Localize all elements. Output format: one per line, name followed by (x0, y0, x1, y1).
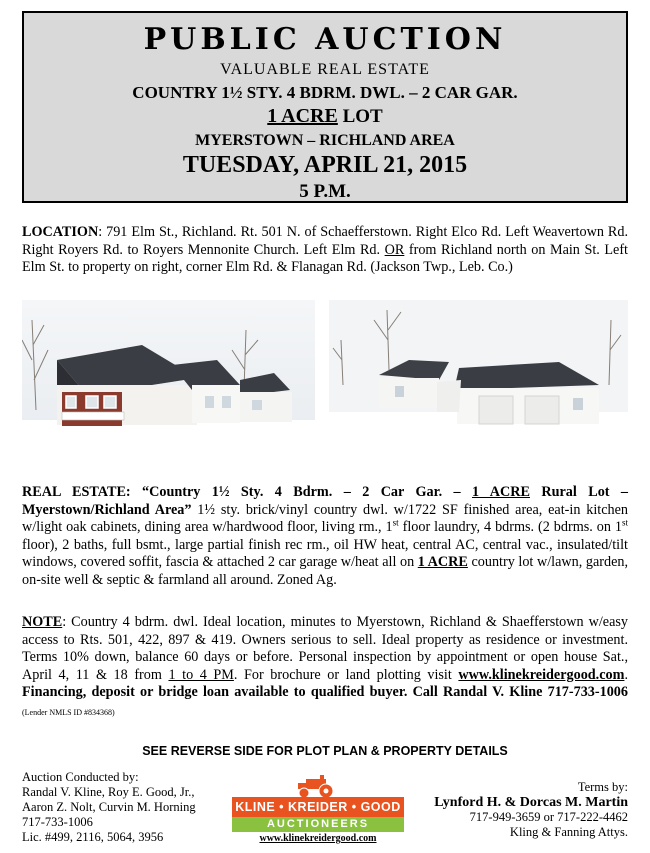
location-text-a: : 791 Elm St., Richland. Rt. 501 N. of Schaefferstown. Right Elco Rd. Left Weavertown Rd. Right Royers Rd. to Royers Mennonite Church. Left Elm Rd. (22, 224, 628, 258)
note-paragraph (22, 614, 628, 722)
financing-text: Financing, deposit or bridge loan available to qualified buyer. Call Randal V. Kline 717-733-1006 (22, 684, 628, 701)
auctioneers-phone: 717-733-1006 (22, 815, 93, 829)
auction-time: 5 P.M. (299, 181, 351, 202)
open-house-hours: 1 to 4 PM (168, 666, 234, 683)
real-estate-body-a: 1½ sty. brick/vinyl country dwl. w/1722 SF finished area, eat-in kitchen w/light oak cabinets, dining area w/hardwood floor, living rm., 1 (22, 501, 628, 536)
note-label: NOTE (22, 614, 63, 630)
note-text-c: . (624, 666, 628, 683)
acre-line (24, 105, 626, 128)
auctioneers-names-2: Aaron Z. Nolt, Curvin M. Horning (22, 800, 196, 814)
page-title: PUBLIC AUCTION (143, 22, 507, 57)
sellers-names: Lynford H. & Dorcas M. Martin (434, 795, 628, 810)
property-line: COUNTRY 1½ STY. 4 BDRM. DWL. – 2 CAR GAR. (132, 83, 518, 102)
real-estate-body-acre: 1 ACRE (417, 554, 468, 571)
auctioneers-license: Lic. #499, 2116, 5064, 3956 (22, 830, 164, 844)
area-line: MYERSTOWN – RICHLAND AREA (195, 132, 455, 149)
note-text-b: . For brochure or land plotting visit (233, 666, 459, 683)
logo-name: KLINE • KREIDER • GOOD (232, 797, 404, 817)
real-estate-label: REAL ESTATE (22, 484, 126, 500)
location-paragraph (22, 224, 628, 277)
logo-url[interactable]: www.klinekreidergood.com (259, 833, 377, 844)
auction-date: TUESDAY, APRIL 21, 2015 (182, 152, 468, 178)
auctioneers-block (22, 770, 196, 845)
sellers-phones: 717-949-3659 or 717-222-4462 (469, 810, 628, 824)
acre-underlined: 1 ACRE (267, 105, 338, 127)
terms-label: Terms by: (577, 780, 628, 794)
auctioneers-label: Auction Conducted by: (22, 770, 139, 784)
lender-nmls: (Lender NMLS ID #834368) (22, 707, 115, 717)
location-label: LOCATION (22, 224, 99, 240)
garage-photo (329, 300, 628, 476)
terms-block (434, 780, 628, 840)
see-reverse-note: SEE REVERSE SIDE FOR PLOT PLAN & PROPERTY DETAILS (142, 744, 508, 758)
header-box (22, 11, 628, 203)
real-estate-head-acre: 1 ACRE (472, 484, 530, 500)
acre-rest: LOT (337, 106, 383, 127)
superscript-st: st (392, 517, 399, 528)
auctioneers-names-1: Randal V. Kline, Roy E. Good, Jr., (22, 785, 195, 799)
real-estate-body-b: floor laundry, 4 bdrms. (2 bdrms. on 1 (398, 519, 622, 536)
attorneys: Kling & Fanning Attys. (509, 825, 628, 839)
location-or: OR (384, 241, 405, 258)
note-text-a: : Country 4 bdrm. dwl. Ideal location, minutes to Myerstown, Richland & Shaefferstown w/easy access to Rts. 501, 422, 897 & 419. Owners serious to sell. Ideal property as residence or investment. Terms 10% down, balance 60 days or before. Personal inspection by appointment or open house Sat., April 4, 11 & 18 from (22, 614, 628, 683)
website-link[interactable]: www.klinekreidergood.com (458, 666, 625, 683)
subtitle: VALUABLE REAL ESTATE (220, 61, 430, 78)
superscript-st: st (621, 517, 628, 528)
real-estate-body-d: country lot w/lawn, garden, on-site well & septic & farmland all around. Zoned Ag. (22, 554, 629, 588)
logo-auctioneers: AUCTIONEERS (232, 817, 404, 832)
location-text-b: from Richland north on Main St. Left Elm St. to property on right, corner Elm Rd. & Flanagan Rd. (Jackson Twp., Leb. Co.) (22, 241, 628, 276)
real-estate-head-b: Rural Lot – Myerstown/Richland Area” (22, 484, 629, 518)
tractor-icon (294, 773, 342, 799)
real-estate-paragraph (22, 484, 628, 590)
house-front-photo (22, 300, 315, 476)
company-logo (232, 773, 404, 845)
real-estate-head-a: : “Country 1½ Sty. 4 Bdrm. – 2 Car Gar. – (125, 484, 473, 500)
real-estate-body-c: floor), 2 baths, full bsmt., large partial finish rec rm., oil HW heat, central AC, central vac., insulated/tilt windows, covered soffit, fascia & attached 2 car garage w/heat all on (22, 536, 628, 571)
